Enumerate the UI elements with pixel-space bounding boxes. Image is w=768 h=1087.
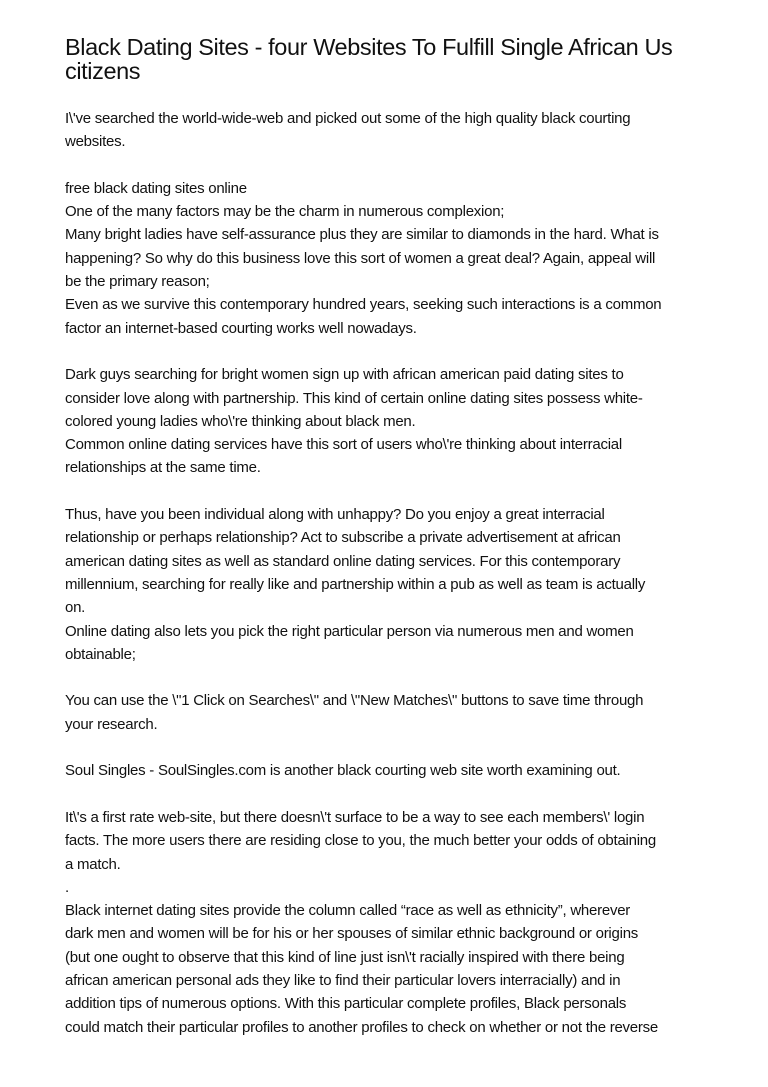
text-line: millennium, searching for really like and partnership within a pub as well as team is actually <box>65 575 646 593</box>
title-line: citizens <box>65 57 141 84</box>
text-line: african american personal ads they like to find their particular lovers interracially) and in <box>65 971 621 989</box>
text-line: It\'s a first rate web-site, but there doesn\'t surface to be a way to see each members\' login <box>65 808 645 826</box>
text-line: your research. <box>65 715 158 733</box>
text-line: on. <box>65 599 86 617</box>
blank-line <box>65 666 725 689</box>
blank-line <box>65 783 725 806</box>
text-line: facts. The more users there are residing close to you, the much better your odds of obtaining <box>65 832 656 850</box>
text-line: (but one ought to observe that this kind of line just isn\'t racially inspired with there being <box>65 948 625 966</box>
text-line: You can use the \"1 Click on Searches\" and \"New Matches\" buttons to save time through <box>65 692 644 710</box>
text-line: . <box>65 878 69 896</box>
blank-line <box>65 154 725 177</box>
document-title <box>65 36 725 83</box>
text-line: Soul Singles - SoulSingles.com is another black courting web site worth examining out. <box>65 762 621 780</box>
text-line: factor an internet-based courting works well nowadays. <box>65 319 417 337</box>
text-line: Online dating also lets you pick the right particular person via numerous men and women <box>65 622 634 640</box>
text-line: obtainable; <box>65 645 136 663</box>
title-line: Black Dating Sites - four Websites To Fulfill Single African Us <box>65 34 673 60</box>
text-line: Common online dating services have this sort of users who\'re thinking about interracial <box>65 436 622 454</box>
text-line: colored young ladies who\'re thinking about black men. <box>65 412 416 430</box>
text-line: could match their particular profiles to another profiles to check on whether or not the reverse <box>65 1018 658 1036</box>
text-line: I\'ve searched the world-wide-web and picked out some of the high quality black courting <box>65 110 631 127</box>
text-line: relationship or perhaps relationship? Act to subscribe a private advertisement at african <box>65 529 621 547</box>
text-line: a match. <box>65 855 121 873</box>
text-line: free black dating sites online <box>65 179 247 197</box>
text-line: Dark guys searching for bright women sign up with african american paid dating sites to <box>65 366 624 384</box>
text-line: Even as we survive this contemporary hundred years, seeking such interactions is a common <box>65 296 662 314</box>
text-line: relationships at the same time. <box>65 459 261 477</box>
blank-line <box>65 736 725 759</box>
text-line: websites. <box>65 133 126 151</box>
text-line: Thus, have you been individual along with unhappy? Do you enjoy a great interracial <box>65 506 605 524</box>
document-page <box>65 36 725 1039</box>
text-line: Many bright ladies have self-assurance plus they are similar to diamonds in the hard. What is <box>65 226 659 244</box>
blank-line <box>65 480 725 503</box>
text-line: Black internet dating sites provide the column called “race as well as ethnicity”, wherever <box>65 902 631 920</box>
text-line: dark men and women will be for his or her spouses of similar ethnic background or origins <box>65 925 639 943</box>
text-line: happening? So why do this business love this sort of women a great deal? Again, appeal will <box>65 249 656 267</box>
text-line: addition tips of numerous options. With this particular complete profiles, Black personals <box>65 995 627 1013</box>
document-body <box>65 107 725 1039</box>
text-line: be the primary reason; <box>65 273 210 291</box>
text-line: consider love along with partnership. This kind of certain online dating sites possess white- <box>65 389 643 407</box>
text-line: One of the many factors may be the charm in numerous complexion; <box>65 203 505 221</box>
blank-line <box>65 340 725 363</box>
text-line: american dating sites as well as standard online dating services. For this contemporary <box>65 552 621 570</box>
